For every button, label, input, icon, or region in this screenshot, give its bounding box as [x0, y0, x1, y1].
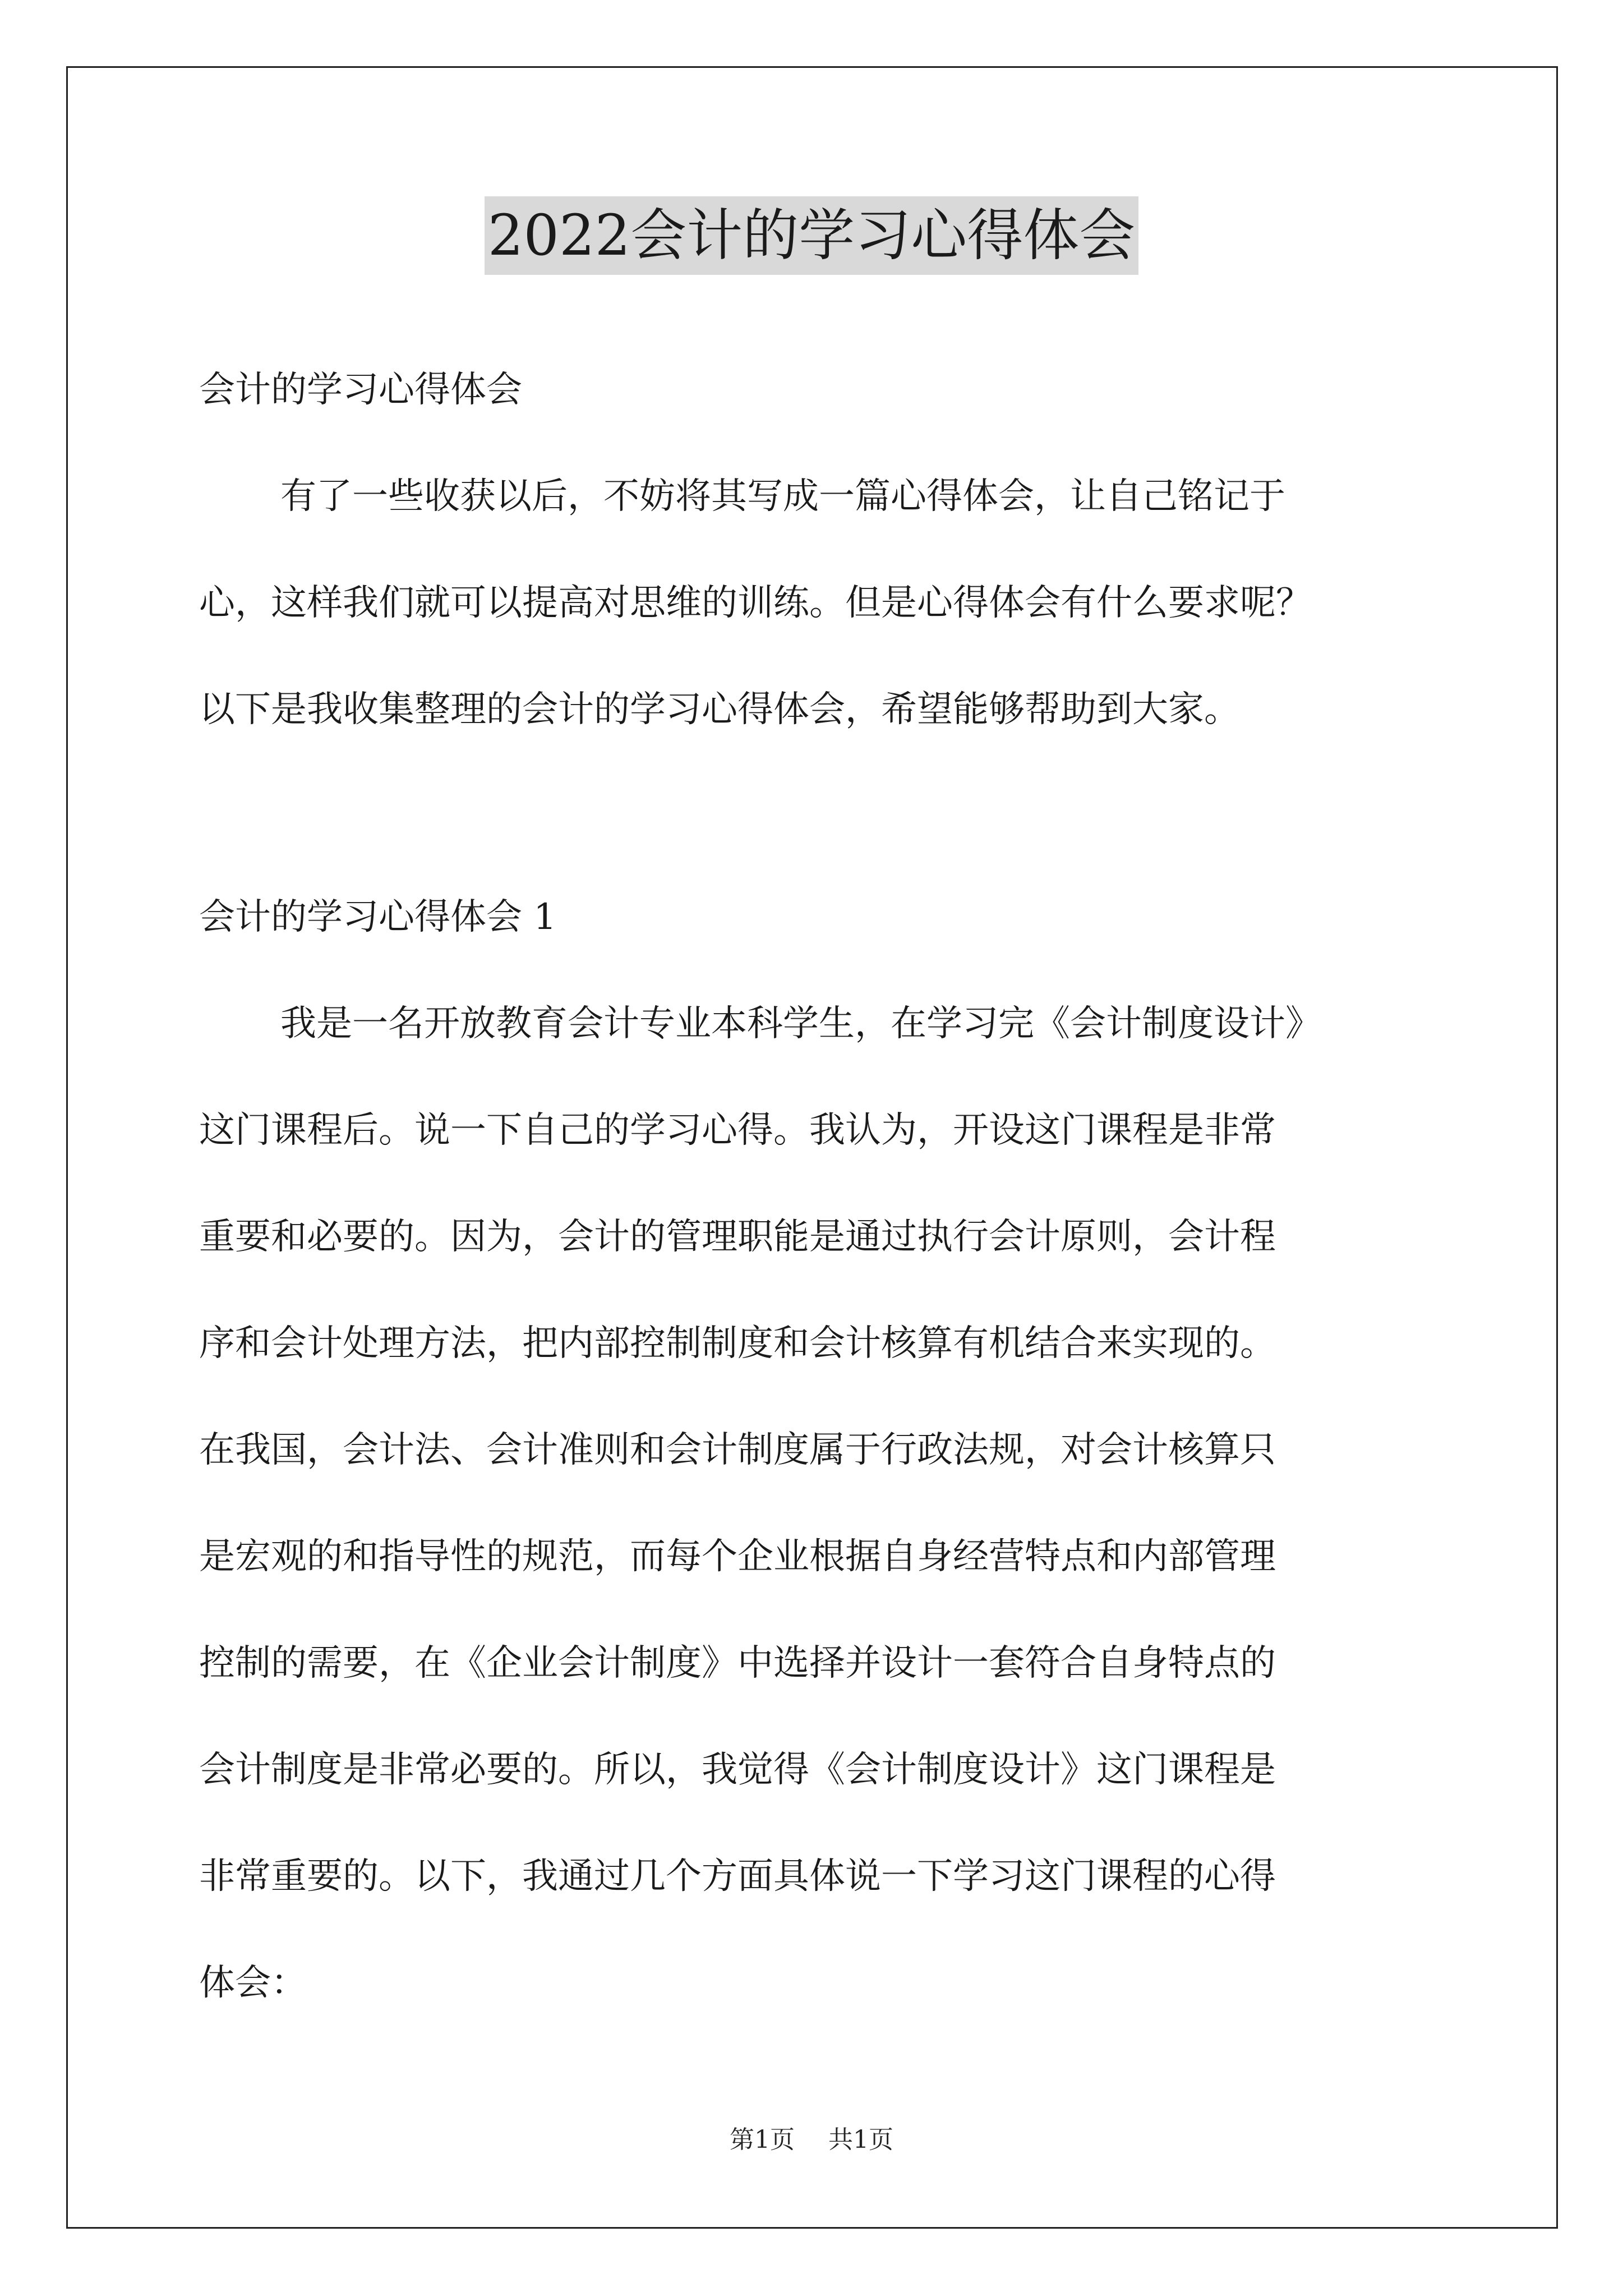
body-line: 体会：: [199, 1962, 307, 2004]
document-subtitle: 会计的学习心得体会: [199, 369, 522, 411]
body-line: 在我国，会计法、会计准则和会计制度属于行政法规，对会计核算只: [199, 1429, 1276, 1471]
page-number: 第1页: [730, 2125, 795, 2154]
intro-line: 以下是我收集整理的会计的学习心得体会，希望能够帮助到大家。: [199, 689, 1240, 730]
section-heading-block: [199, 864, 1433, 970]
body-line: 是宏观的和指导性的规范，而每个企业根据自身经营特点和内部管理: [199, 1536, 1276, 1577]
section-heading: 会计的学习心得体会 1: [199, 896, 557, 938]
body-line: 控制的需要，在《企业会计制度》中选择并设计一套符合自身特点的: [199, 1642, 1276, 1684]
subtitle-block: [199, 337, 1433, 443]
title-container: [0, 196, 1623, 275]
page-total: 共1页: [828, 2125, 893, 2154]
page-footer: [0, 2123, 1623, 2157]
body-line: 我是一名开放教育会计专业本科学生，在学习完《会计制度设计》: [280, 1003, 1321, 1045]
intro-paragraph: [199, 443, 1433, 763]
body-line: 重要和必要的。因为，会计的管理职能是通过执行会计原则，会计程: [199, 1216, 1276, 1258]
intro-line: 有了一些收获以后，不妨将其写成一篇心得体会，让自己铭记于: [280, 476, 1285, 517]
body-line: 序和会计处理方法，把内部控制制度和会计核算有机结合来实现的。: [199, 1323, 1276, 1364]
document-title: 2022会计的学习心得体会: [485, 196, 1139, 275]
body-line: 会计制度是非常必要的。所以，我觉得《会计制度设计》这门课程是: [199, 1749, 1276, 1791]
intro-line: 心，这样我们就可以提高对思维的训练。但是心得体会有什么要求呢？: [199, 582, 1312, 624]
body-line: 非常重要的。以下，我通过几个方面具体说一下学习这门课程的心得: [199, 1856, 1276, 1897]
body-paragraph: [199, 970, 1433, 2036]
body-line: 这门课程后。说一下自己的学习心得。我认为，开设这门课程是非常: [199, 1110, 1276, 1151]
